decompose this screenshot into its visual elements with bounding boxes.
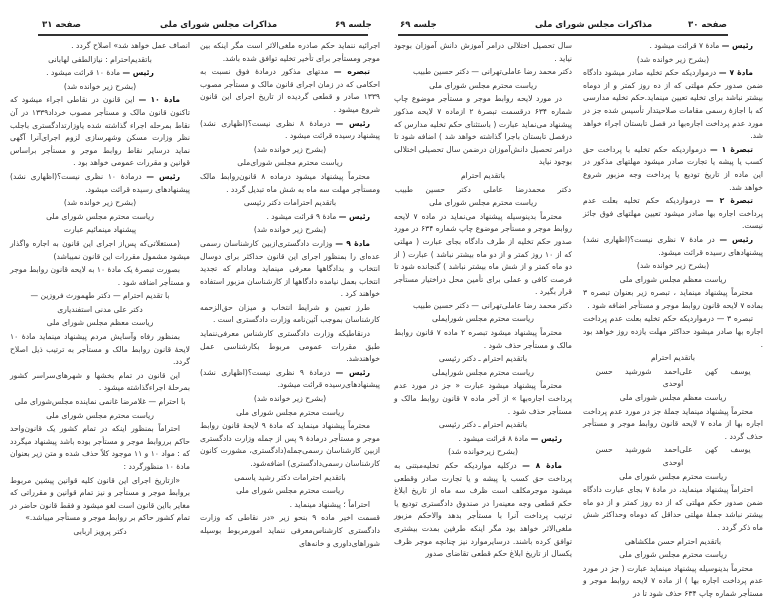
speaker-or-article-lead: تبصرهٔ ۱ — xyxy=(709,144,753,154)
paragraph-text: (بشرح زیر خوانده شد) xyxy=(253,144,327,154)
paragraph-text: (بشرح زیر خوانده شد) xyxy=(63,198,137,208)
paragraph-text: این قانون در نقاطی اجراء میشود که تاکنون قانون مالک و مستأجر مصوب خرداد۱۳۳۹ در آن نقاط بمرحله اجراء گذاشته شده یاوزارتدادگستری باجلب نظر وزارت مسکن وشهرسازی لزوم اجرای‌آنرا آگهی نماید درسایر نقاط روابط موجر و مستأجر براساس قوانین و مقررات عمومی خواهد بود . xyxy=(10,95,190,168)
paragraph xyxy=(10,171,190,196)
centered-heading xyxy=(394,170,572,183)
paragraph xyxy=(583,144,763,194)
paragraph-text: ریاست محترم مجلس شورای ملی xyxy=(46,410,154,420)
running-title-right: مذاکرات مجلس شورای ملی xyxy=(535,20,653,30)
speaker-or-article-lead: رئیس — xyxy=(122,68,154,78)
paragraph xyxy=(583,406,763,444)
header-rule-right xyxy=(398,34,728,36)
paragraph xyxy=(394,40,572,65)
centered-heading xyxy=(10,67,190,80)
paragraph-text: یوسف کهن علی‌احمد شورشید حسن اوحدی xyxy=(595,366,751,389)
paragraph xyxy=(10,423,190,473)
centered-heading xyxy=(583,536,763,549)
speaker-or-article-lead: رئیس — xyxy=(335,118,371,128)
paragraph xyxy=(200,499,380,512)
paragraph-text: (بشرح زیر خوانده شد) xyxy=(253,394,327,404)
centered-heading xyxy=(583,260,763,273)
paragraph-text: باتقدیم احترام حسن ملکشاهی xyxy=(624,536,722,546)
paragraph-text: (مستغلاتی‌که پس‌از اجرای این قانون به اجاره واگذار میشود مشمول مقررات این قانون نمیباشد) xyxy=(10,238,190,261)
paragraph-text: ریاست محترم مجلس شورای ملی xyxy=(619,471,727,481)
paragraph-text: درمواردیکه حکم تخلیه بعلت عدم پرداخت اجاره بها صادر میشود تعیین مهلتهای فوق جائز نیست. xyxy=(583,196,763,231)
paragraph xyxy=(10,331,190,369)
paragraph-text: ریاست محترم مجلس شورای ملی xyxy=(429,198,537,208)
speaker-or-article-lead: رئیس — xyxy=(146,171,181,181)
paragraph xyxy=(394,211,572,299)
paragraph-text: احتراماً بمنظور اینکه در تمام کشور یک قانون‌واحد حاکم برروابط موجر و مستأجر بوده باشد پیشنهاد میگردد که : مواد ۱۰ و ۱۱ موجود کلاً حذف شده و متن زیر بعنوان مادهٔ ۱۰ منظورگردد : xyxy=(10,424,190,471)
paragraph xyxy=(200,238,380,301)
signatures xyxy=(583,444,763,469)
paragraph-text: درنقاطیکه وزارت دادگستری کارشناس معرفی‌ننماید طبق مقررات عمومی مربوط بکارشناسی عمل خواهندشد. xyxy=(200,329,380,364)
paragraph-text: (بشرح زیر خوانده شد) xyxy=(636,261,710,271)
paragraph-text: محترماً پیشنهاد میشود عبارت « جز در مورد عدم پرداخت اجاره‌بها » از آخر ماده ۷ قانون روابط مالک و مستأجر حذف شود . xyxy=(394,381,573,416)
page-number-30: صفحه ۳۰ xyxy=(688,20,727,30)
column-page31-left xyxy=(10,40,190,540)
centered-heading xyxy=(394,419,572,432)
centered-heading xyxy=(394,197,572,210)
paragraph xyxy=(394,433,572,446)
paragraph xyxy=(394,93,572,169)
centered-heading xyxy=(200,224,380,237)
paragraph-text: باتقدیم احترام xyxy=(460,170,506,180)
centered-heading xyxy=(200,407,380,420)
centered-heading xyxy=(10,317,190,330)
paragraph xyxy=(200,367,380,392)
paragraph-text: سال تحصیل اختلالی درامر آموزش دانش آموزان بوجود نیاید . xyxy=(394,41,572,63)
paragraph-text: یوسف کهن علی‌احمد شورشید حسن اوحدی xyxy=(595,445,751,467)
paragraph-text: قسمت اخیر ماده ۹ بنحو زیر «در نقاطی که وزارت دادگستری کارشناس‌معرفی ننماید امورمربوط بوسیله شوراهای‌داوری و خانه‌های xyxy=(200,513,380,548)
paragraph-text: احتراماً ؛ پیشنهاد مینماید . xyxy=(289,499,370,509)
paragraph-text: با احترام — غلامرضا غانمی نماینده مجلس‌شورای ملی xyxy=(14,397,186,407)
centered-heading xyxy=(10,54,190,67)
speaker-or-article-lead: تبصرهٔ ۲ — xyxy=(705,196,753,206)
paragraph-text: ریاست معظم مجلس شورای ملی xyxy=(46,318,154,328)
paragraph xyxy=(200,66,380,116)
paragraph-text: محترماً پیشنهاد میشود درماده ۸ قانون‌روابط مالک ومستأجر مهلت سه ماه به شش ماه تبدیل گردد . xyxy=(200,171,380,194)
paragraph xyxy=(583,484,763,534)
paragraph-text: ریاست محترم مجلس شورای ملی xyxy=(46,211,154,221)
paragraph-text: باتقدیم احترام xyxy=(650,353,696,363)
centered-heading xyxy=(394,446,572,459)
paragraph-text: باتقدیم احترامات دکتر رئیسی xyxy=(243,198,337,208)
paragraph-text: محترماً بدینوسیله پیشنهاد می‌نماید در ماده ۷ لایحه روابط موجر و مستأجر موضوع چاپ شماره ۶۳۴ در مورد صدور حکم تخلیه از طرف دادگاه بجای عبارت ( مهلتی که از ۱۰ روز کمتر و از دو ماه بیشتر نباشد ) عبارت ( از دو ماه کمتر و از شش ماه بیشتر نباشد ) گنجانده شود تا فرصت کافی و عملی برای تأمین محل دراختیار مستأجر قرار بگیرد . xyxy=(394,211,573,297)
paragraph xyxy=(583,40,763,53)
paragraph xyxy=(10,40,190,53)
paragraph-text: باتقدیم احترامات دکتر رشید یاسمی xyxy=(234,472,346,482)
centered-heading xyxy=(394,80,572,93)
centered-heading xyxy=(10,197,190,210)
paragraph-text: انصاف عمل خواهد شد» اصلاح گردد . xyxy=(71,41,190,50)
speaker-or-article-lead: تبصره — xyxy=(333,67,370,77)
paragraph-text: محترماً پیشنهاد مینماید ، تبصره زیر بعنوان تبصره ۳ بماده ۷ لایحه قانون روابط موجر و مستأجر اضافه شود . xyxy=(583,288,763,310)
paragraph-text: ریاست محترم مجلس شورای‌ملی xyxy=(237,158,343,168)
centered-heading xyxy=(200,197,380,210)
centered-heading xyxy=(200,157,380,170)
paragraph xyxy=(200,211,380,224)
speaker-or-article-lead: رئیس — xyxy=(530,433,562,443)
column-page30-left xyxy=(394,40,572,562)
centered-heading xyxy=(200,472,380,485)
paragraph-text: «ازتاریخ اجرای این قانون کلیه قوانین پیشین مربوط بروابط موجر و مستأجر و نیز تمام قوانین و مقرراتی که مغایر بااین قانون است لغو میشود و فقط قانون حاضر در تمام کشور حاکم بر روابط موجر و مستأجر میباشد.» xyxy=(10,475,190,523)
paragraph-text: (بشرح زیر خوانده شد) xyxy=(253,225,327,235)
paragraph-text: دکتر محمد رضا عاملی‌تهرانی — دکتر حسین طبیب xyxy=(413,300,572,310)
paragraph-text: ریاست محترم مجلس شورای ملی xyxy=(619,550,727,560)
paragraph-text: اجرائیه ننماید حکم صادره ملغی‌الاثر است مگر اینکه بین موجر ومستأجر برای تأخیر تخلیه توافق شده باشد. xyxy=(200,41,380,63)
centered-heading xyxy=(10,224,190,237)
centered-heading xyxy=(10,211,190,224)
paragraph-text: دکتر علی مدنی استفندیاری xyxy=(57,304,143,314)
paragraph-text: درمادهٔ ۹ نظری نیست؟(اظهاری نشد) پیشنهادهای‌رسیده قرائت میشود. xyxy=(200,367,380,390)
paragraph xyxy=(583,195,763,233)
paragraph-text: محترماً بدینوسیله پیشنهاد مینماید عبارت ( جز در مورد عدم پرداخت اجاره بها ) از ماده ۷ لایحه روابط موجر و مستأجر شماره چاپ ۶۳۴ حذف شود تا در xyxy=(583,563,763,598)
centered-heading xyxy=(10,526,190,539)
paragraph-text: محترماً پیشنهاد مینماید جملهٔ جز در مورد عدم پرداخت اجاره بها از ماده ۷ لایحه قانون روابط موجر و مستأجر حذف گردد . xyxy=(583,406,763,441)
paragraph-text: ریاست محترم مجلس شورای ملی xyxy=(236,407,344,417)
centered-heading xyxy=(583,274,763,287)
paragraph-text: (بشرح زیر خوانده شد) xyxy=(636,54,710,64)
paragraph xyxy=(10,475,190,525)
header-rule-left xyxy=(38,34,368,36)
paragraph-text: دکتر محمد رضا عاملی‌تهرانی — دکتر حسین طبیب xyxy=(413,67,572,77)
paragraph-text: این قانون در تمام بخشها و شهرهای‌سراسر کشور بمرحلهٔ اجراءگذاشته میشود . xyxy=(10,370,190,393)
centered-heading xyxy=(394,313,572,326)
paragraph xyxy=(394,66,572,79)
centered-heading xyxy=(394,367,572,380)
paragraph-text: مادهٔ ۱۰ قرائت میشود . xyxy=(46,68,123,78)
paragraph-text: (بشرح زیرخوانده شد) xyxy=(448,447,518,457)
paragraph-text: ریاست معظم مجلس شورای ملی xyxy=(619,274,727,284)
centered-heading xyxy=(394,353,572,366)
paragraph xyxy=(200,512,380,550)
paragraph-text: ریاست محترم مجلس شورای ملی xyxy=(429,80,537,90)
paragraph xyxy=(583,67,763,143)
paragraph-text: درکلیه مواردیکه حکم تخلیه‌مبتنی به پرداخت حق کسب یا پیشه و یا تجارت صادر وقطعی میشود موجرمکلف است ظرف سه ماه از تاریخ ابلاغ حکم قطعی وجه معینه‌را در صندوق دادگستری تودیع یا ترتیب پرداخت آنرا با مستأجر بدهد والاحکم مزبور ملغی‌الاثر خواهد بود مگر اینکه طرفین بمدت بیشتری توافق کرده باشند. درسایرموارد نیز چنانچه موجر ظرف یکسال از تاریخ ابلاغ حکم قطعی تقاضای صدور xyxy=(394,461,572,559)
centered-heading xyxy=(10,81,190,94)
paragraph-text: مادهٔ ۷ قرائت میشود . xyxy=(649,41,722,50)
speaker-or-article-lead: رئیس — xyxy=(719,234,754,244)
paragraph-text: محترماً پیشنهاد میشود تبصره ۲ ماده ۷ قانون روابط مالک و مستأجر حذف شود . xyxy=(394,328,572,350)
paragraph-text: باتقدیم احترام ـ دکتر رئیسی xyxy=(438,420,528,430)
centered-heading xyxy=(583,54,763,67)
centered-heading xyxy=(583,471,763,484)
paragraph xyxy=(10,370,190,395)
paragraph xyxy=(394,300,572,313)
paragraph xyxy=(583,313,763,351)
speaker-or-article-lead: مادهٔ ۱۰ — xyxy=(138,95,181,105)
paragraph-text: ریاست محترم مجلس شورایملی xyxy=(432,367,534,377)
paragraph xyxy=(200,171,380,196)
paragraph-text: پیشنهاد مینمائیم عبارت xyxy=(63,225,137,235)
paragraph-text: درمواردیکه حکم تخلیه صادر میشود دادگاه ضمن صدور حکم مهلتی که از ده روز کمتر و از دوماه بیشتر نباشد برای تخلیه تعیین مینماید.حکم تخلیه مدارسی که با اجازهٔ رسمی مقامات صلاحیتدار تأسیس شده جز در مورد عدم پرداخت اجاره‌بها در فصل تابستان اجراء خواهد شد. xyxy=(583,68,763,141)
paragraph-text: باتقدیم احترام ـ دکتر رئیسی xyxy=(438,354,528,364)
centered-heading xyxy=(10,410,190,423)
column-page30-right xyxy=(583,40,763,602)
paragraph xyxy=(200,302,380,327)
paragraph-text: وزارت دادگستری‌ازبین کارشناسان رسمی عده‌ای را بمنظور اجرای این قانون حداکثر برای دوسال انتخاب و بدادگاهها معرفی مینماید ومادام که تجدید انتخاب بعمل نیامده دادگاهها از کارشناسان مزبور استفاده خواهند کرد . xyxy=(200,238,380,299)
page-number-31: صفحه ۳۱ xyxy=(42,20,81,30)
paragraph-text: بمنظور رفاه وآسایش مردم پیشنهاد مینماید مادهٔ ۱۰ لایحهٔ قانون روابط مالک و مستأجر به ترتیب ذیل اصلاح گردد. xyxy=(10,332,190,367)
paragraph-text: در مورد لایحه روابط موجر و مستأجر موضوع چاپ شماره ۶۳۴ درقسمت تبصرهٔ ۲ ازماده ۷ لایحه مذکور پیشنهاد می‌نماید عبارت ( باستثنای حکم تخلیه مدارس که درفصل تابستان باجرا گذاشته خواهد شد ) اضافه شود تا درامر تحصیل دانش‌آموزان درضمن سال تحصیلی اختلالی بوجود نیاید xyxy=(394,94,572,167)
paragraph xyxy=(583,234,763,259)
paragraph xyxy=(583,563,763,601)
centered-heading xyxy=(200,485,380,498)
centered-heading xyxy=(583,549,763,562)
paragraph-text: طرز تعیین و شرایط انتخاب و میزان حق‌الزحمه کارشناسان بموجب آئین‌نامه وزارت دادگستری است . xyxy=(200,302,380,325)
speaker-or-article-lead: رئیس — xyxy=(335,367,371,377)
speaker-or-article-lead: رئیس — xyxy=(338,211,370,221)
speaker-or-article-lead: مادهٔ ۷ — xyxy=(718,68,754,78)
running-title-left: مذاکرات مجلس شورای ملی xyxy=(160,20,278,30)
paragraph xyxy=(200,40,380,65)
signatures xyxy=(583,366,763,391)
paragraph-text: تبصره ۳ — درمواردیکه حکم تخلیه بعلت عدم پرداخت اجاره بها صادر میشود حداکثر مهلت یازده روز خواهد بود . xyxy=(583,314,763,349)
paragraph-text: با تقدیم احترام — دکتر طهمورث فروزین — xyxy=(30,291,170,301)
speaker-or-article-lead: رئیس — xyxy=(721,41,753,50)
speaker-or-article-lead: مادهٔ ۹ — xyxy=(335,238,371,248)
paragraph xyxy=(394,380,572,418)
paragraph-text: درمادهٔ ۱۰ نظری نیست؟(اظهاری نشد) پیشنهادهای رسیده قرائت میشود. xyxy=(10,171,190,194)
paragraph xyxy=(394,460,572,561)
paragraph-text: درمادهٔ ۸ نظری نیست؟(اظهاری نشد) پیشنهاد رسیده قرائت میشود . xyxy=(200,118,380,141)
signatures xyxy=(394,184,572,197)
column-page31-right xyxy=(200,40,380,551)
paragraph xyxy=(10,94,190,170)
paragraph-text: احتراماً پیشنهاد مینماید، در مادهٔ ۷ بجای عبارت دادگاه ضمن صدور حکم مهلتی که از ده روز کمتر و از دو ماه بیشتر نباشد جملهٔ مهلتی حداقل که دوماه وحداکثر شش ماه ذکر گردد . xyxy=(583,485,763,532)
paragraph-text: در مادهٔ ۷ نظری نیست؟(اظهاری نشد) پیشنهادهای رسیده قرائت میشود. xyxy=(583,234,763,257)
centered-heading xyxy=(10,304,190,317)
centered-heading xyxy=(10,396,190,409)
centered-heading xyxy=(200,144,380,157)
session-label-right: جلسه ۶۹ xyxy=(400,20,437,30)
paragraph xyxy=(200,420,380,470)
paragraph-text: دکتر پرویز اربابی xyxy=(73,526,127,536)
paragraph-text: (بشرح زیر خوانده شد) xyxy=(63,81,137,91)
paragraph-text: مادهٔ ۹ قرائت میشود . xyxy=(266,211,339,221)
session-label-left: جلسه ۶۹ xyxy=(335,20,372,30)
paragraph-text: درمواردیکه حکم تخلیه با پرداخت حق کسب یا پیشه یا تجارت صادر میشود مهلتهای مذکور در این ماده از تاریخ تودیع یا پرداخت وجه مزبور شروع خواهد شد. xyxy=(583,144,763,192)
paragraph-text: ریاست معظم مجلس شورای ملی xyxy=(619,393,727,403)
paragraph xyxy=(583,287,763,312)
centered-heading xyxy=(583,352,763,365)
paragraph xyxy=(394,327,572,352)
paragraph xyxy=(10,264,190,289)
speaker-or-article-lead: مادهٔ ۸ — xyxy=(522,461,562,470)
paragraph-text: مدتهای مذکور درمادهٔ فوق نسبت به احکامی که در زمان اجرای قانون مالک و مستأجر مصوب ۱۳۳۹ صادر و قطعی گردیده از تاریخ اجرای این قانون شروع میشود . xyxy=(200,67,380,114)
paragraph-text: ریاست محترم مجلس شورای ملی xyxy=(236,486,344,496)
paragraph xyxy=(10,238,190,263)
paragraph xyxy=(200,328,380,366)
paragraph-text: بصورت تبصرهٔ یک مادهٔ ۱۰ به لایحه قانون روابط موجر و مستأجر اضافه شود . xyxy=(10,265,190,287)
paragraph-text: دکتر محمدرضا عاملی دکتر حسین طبیب xyxy=(394,184,572,194)
centered-heading xyxy=(200,393,380,406)
paragraph-text: باتقدیم‌احترام : نیازالطفی لهابانی xyxy=(48,54,152,64)
paragraph-text: ریاست محترم مجلس شورایملی xyxy=(432,314,534,324)
centered-heading xyxy=(583,392,763,405)
paragraph-text: مادهٔ ۸ قرائت میشود . xyxy=(458,433,531,443)
paragraph xyxy=(200,118,380,143)
paragraph-text: محترماً پیشنهاد مینماید که مادهٔ ۹ لایحهٔ قانون روابط موجر و مستأجر درمادهٔ ۹ پس از جمله وزارت دادگستری ازبین کارشناسان رسمی‌جمله(دادگستری، مشورت کانون کارشناسان رسمی‌دادگستری) اضافه‌شود. xyxy=(200,421,380,468)
centered-heading xyxy=(10,290,190,303)
